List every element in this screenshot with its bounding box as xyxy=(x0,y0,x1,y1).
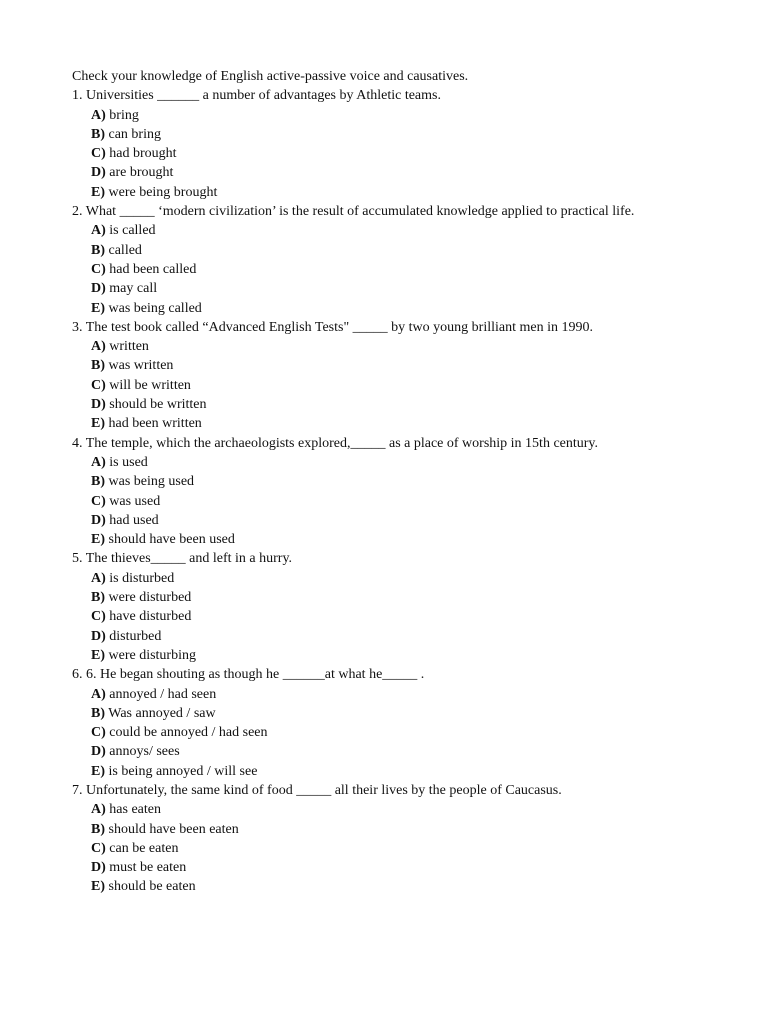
option-letter: E) xyxy=(91,416,105,432)
option-letter: A) xyxy=(91,223,106,239)
option-letter: C) xyxy=(91,493,106,509)
option-letter: B) xyxy=(91,590,105,606)
answer-option xyxy=(72,337,692,356)
option-letter: B) xyxy=(91,358,105,374)
option-text: was used xyxy=(109,493,161,509)
option-text: has eaten xyxy=(109,802,161,818)
answer-option xyxy=(72,858,692,877)
option-text: annoys/ sees xyxy=(109,744,180,760)
answer-option xyxy=(72,279,692,298)
question-block xyxy=(72,202,692,318)
option-text: must be eaten xyxy=(109,860,187,876)
option-text: were being brought xyxy=(108,184,218,200)
question-block xyxy=(72,86,692,202)
option-letter: A) xyxy=(91,802,106,818)
option-text: called xyxy=(108,242,142,258)
option-text: had been written xyxy=(108,416,202,432)
answer-option xyxy=(72,106,692,125)
answer-option xyxy=(72,530,692,549)
option-letter: D) xyxy=(91,512,106,528)
option-letter: A) xyxy=(91,454,106,470)
option-letter: A) xyxy=(91,107,106,123)
answer-option xyxy=(72,723,692,742)
option-letter: A) xyxy=(91,339,106,355)
option-letter: E) xyxy=(91,879,105,895)
answer-option xyxy=(72,569,692,588)
answer-option xyxy=(72,241,692,260)
answer-option xyxy=(72,704,692,723)
option-letter: E) xyxy=(91,184,105,200)
option-letter: D) xyxy=(91,281,106,297)
option-letter: B) xyxy=(91,821,105,837)
option-text: can bring xyxy=(108,126,161,142)
question-text: 4. The temple, which the archaeologists explored,_____ as a place of worship in 15th century. xyxy=(72,435,599,451)
option-letter: D) xyxy=(91,744,106,760)
option-letter: B) xyxy=(91,126,105,142)
option-text: had brought xyxy=(109,146,177,162)
option-text: was written xyxy=(108,358,174,374)
answer-option xyxy=(72,762,692,781)
option-letter: D) xyxy=(91,628,106,644)
answer-option xyxy=(72,221,692,240)
question-text: 6. 6. He began shouting as though he ______at what he_____ . xyxy=(72,667,425,683)
option-text: annoyed / had seen xyxy=(109,686,217,702)
answer-option xyxy=(72,414,692,433)
answer-option xyxy=(72,376,692,395)
option-text: should have been eaten xyxy=(108,821,239,837)
option-letter: C) xyxy=(91,609,106,625)
option-letter: B) xyxy=(91,242,105,258)
answer-option xyxy=(72,163,692,182)
question-block xyxy=(72,434,692,550)
option-text: Was annoyed / saw xyxy=(108,705,216,721)
answer-option xyxy=(72,800,692,819)
quiz-intro: Check your knowledge of English active-passive voice and causatives. xyxy=(72,69,469,84)
question-text: 2. What _____ ‘modern civilization’ is the result of accumulated knowledge applied to practical life. xyxy=(72,204,635,220)
answer-option xyxy=(72,453,692,472)
answer-option xyxy=(72,588,692,607)
option-text: bring xyxy=(109,107,139,123)
question-list xyxy=(72,86,692,896)
answer-option xyxy=(72,260,692,279)
option-text: is disturbed xyxy=(109,570,175,586)
option-text: were disturbed xyxy=(108,590,192,606)
question-block xyxy=(72,665,692,781)
option-letter: C) xyxy=(91,840,106,856)
answer-option xyxy=(72,820,692,839)
option-text: should have been used xyxy=(108,532,235,548)
option-text: were disturbing xyxy=(108,647,196,663)
answer-option xyxy=(72,627,692,646)
option-letter: A) xyxy=(91,570,106,586)
option-text: is being annoyed / will see xyxy=(108,763,258,779)
answer-option xyxy=(72,183,692,202)
option-text: may call xyxy=(109,281,158,297)
option-letter: E) xyxy=(91,763,105,779)
option-text: was being used xyxy=(108,474,195,490)
answer-option xyxy=(72,839,692,858)
option-text: have disturbed xyxy=(109,609,192,625)
option-text: is used xyxy=(109,454,148,470)
answer-option xyxy=(72,395,692,414)
option-text: are brought xyxy=(109,165,174,181)
option-text: is called xyxy=(109,223,156,239)
answer-option xyxy=(72,607,692,626)
option-text: should be written xyxy=(109,397,207,413)
option-letter: D) xyxy=(91,860,106,876)
option-letter: E) xyxy=(91,300,105,316)
option-letter: C) xyxy=(91,146,106,162)
option-text: will be written xyxy=(109,377,191,393)
answer-option xyxy=(72,492,692,511)
option-letter: E) xyxy=(91,647,105,663)
answer-option xyxy=(72,742,692,761)
option-text: written xyxy=(109,339,149,355)
answer-option xyxy=(72,877,692,896)
answer-option xyxy=(72,511,692,530)
answer-option xyxy=(72,125,692,144)
option-letter: A) xyxy=(91,686,106,702)
quiz-document xyxy=(72,67,692,897)
option-letter: C) xyxy=(91,377,106,393)
question-text: 7. Unfortunately, the same kind of food _____ all their lives by the people of Caucasus. xyxy=(72,782,562,798)
answer-option xyxy=(72,299,692,318)
option-text: could be annoyed / had seen xyxy=(109,725,268,741)
question-block xyxy=(72,318,692,434)
question-block xyxy=(72,549,692,665)
option-text: had used xyxy=(109,512,159,528)
question-text: 3. The test book called “Advanced English Tests" _____ by two young brilliant men in 1990. xyxy=(72,319,593,335)
option-letter: B) xyxy=(91,705,105,721)
answer-option xyxy=(72,646,692,665)
option-letter: E) xyxy=(91,532,105,548)
option-text: had been called xyxy=(109,261,197,277)
option-letter: B) xyxy=(91,474,105,490)
option-text: should be eaten xyxy=(108,879,196,895)
answer-option xyxy=(72,144,692,163)
answer-option xyxy=(72,685,692,704)
option-text: can be eaten xyxy=(109,840,179,856)
option-letter: C) xyxy=(91,261,106,277)
answer-option xyxy=(72,356,692,375)
question-text: 5. The thieves_____ and left in a hurry. xyxy=(72,551,293,567)
option-text: disturbed xyxy=(109,628,162,644)
option-letter: D) xyxy=(91,165,106,181)
question-text: 1. Universities ______ a number of advantages by Athletic teams. xyxy=(72,88,441,104)
option-letter: D) xyxy=(91,397,106,413)
option-text: was being called xyxy=(108,300,202,316)
answer-option xyxy=(72,472,692,491)
option-letter: C) xyxy=(91,725,106,741)
question-block xyxy=(72,781,692,897)
